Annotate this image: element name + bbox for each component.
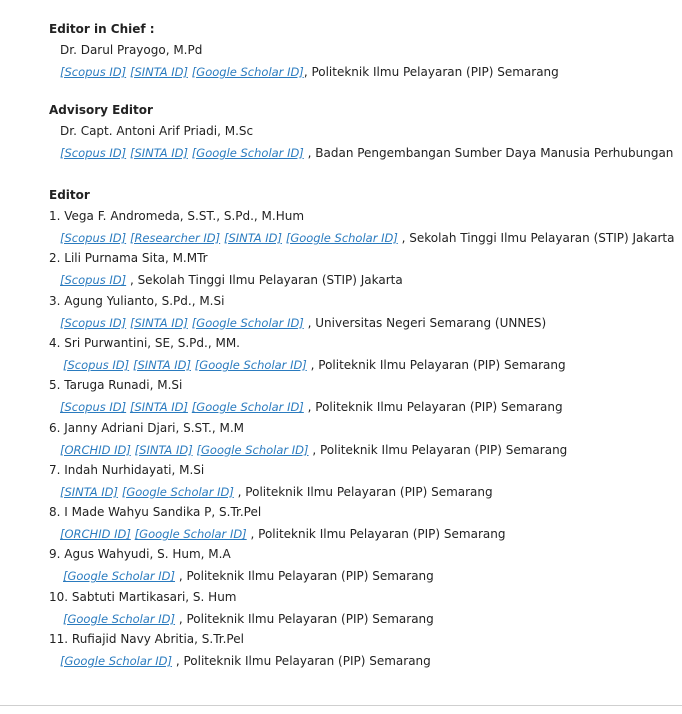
editor-links-row: [60, 273, 403, 287]
scopus-id-link[interactable]: [Scopus ID]: [60, 273, 127, 288]
editor-links-row: [60, 400, 563, 414]
editor-links-row: [63, 358, 566, 372]
advisory-scopus-link[interactable]: [Scopus ID]: [60, 146, 127, 160]
editor-links-row: [63, 569, 434, 583]
editor-name: 8. I Made Wahyu Sandika P, S.Tr.Pel: [49, 505, 262, 520]
chief-name: Dr. Darul Prayogo, M.Pd: [60, 43, 203, 57]
advisory-sinta-link[interactable]: [SINTA ID]: [129, 146, 188, 160]
chief-google-scholar-link[interactable]: [Google Scholar ID]: [191, 65, 304, 79]
editor-affiliation: , Sekolah Tinggi Ilmu Pelayaran (STIP) Jakarta: [126, 273, 403, 288]
sinta-id-link[interactable]: [SINTA ID]: [223, 231, 282, 245]
editor-name: 9. Agus Wahyudi, S. Hum, M.A: [49, 547, 231, 562]
editor-affiliation: , Politeknik Ilmu Pelayaran (PIP) Semarang: [306, 357, 566, 372]
editor-name: 7. Indah Nurhidayati, M.Si: [49, 462, 205, 477]
google-scholar-id-link[interactable]: [Google Scholar ID]: [285, 231, 398, 245]
google-scholar-id-link[interactable]: [Google Scholar ID]: [196, 442, 309, 457]
chief-links-row: [60, 65, 559, 79]
editor-affiliation: , Politeknik Ilmu Pelayaran (PIP) Semarang: [246, 527, 506, 542]
editor-affiliation: , Politeknik Ilmu Pelayaran (PIP) Semarang: [308, 442, 568, 457]
advisory-affiliation: , Badan Pengembangan Sumber Daya Manusia Perhubungan: [303, 146, 674, 160]
google-scholar-id-link[interactable]: [Google Scholar ID]: [63, 569, 176, 584]
advisory-google-scholar-link[interactable]: [Google Scholar ID]: [191, 146, 304, 160]
editor-name: 10. Sabtuti Martikasari, S. Hum: [49, 589, 237, 604]
editor-links-row: [60, 485, 493, 499]
editor-name: 5. Taruga Runadi, M.Si: [49, 378, 183, 393]
editor-links-row: [60, 443, 567, 457]
editor-links-row: [60, 316, 546, 330]
chief-sinta-link[interactable]: [SINTA ID]: [129, 65, 188, 79]
google-scholar-id-link[interactable]: [Google Scholar ID]: [191, 315, 304, 330]
scopus-id-link[interactable]: [Scopus ID]: [60, 315, 127, 330]
sinta-id-link[interactable]: [SINTA ID]: [134, 442, 193, 457]
scopus-id-link[interactable]: [Scopus ID]: [63, 357, 130, 372]
scopus-id-link[interactable]: [Scopus ID]: [60, 231, 127, 245]
editor-links-row: [60, 654, 431, 668]
chief-affiliation: , Politeknik Ilmu Pelayaran (PIP) Semarang: [303, 65, 559, 79]
editor-links-row: [63, 612, 434, 626]
editor-name: 4. Sri Purwantini, SE, S.Pd., MM.: [49, 335, 240, 350]
google-scholar-id-link[interactable]: [Google Scholar ID]: [134, 527, 247, 542]
editor-affiliation: , Politeknik Ilmu Pelayaran (PIP) Semarang: [175, 569, 434, 584]
editor-affiliation: , Politeknik Ilmu Pelayaran (PIP) Semarang: [233, 484, 493, 499]
advisory-links-row: [60, 146, 673, 160]
editor-name: 6. Janny Adriani Djari, S.ST., M.M: [49, 420, 245, 435]
sinta-id-link[interactable]: [SINTA ID]: [129, 315, 188, 330]
editor-affiliation: , Politeknik Ilmu Pelayaran (PIP) Semarang: [303, 400, 563, 415]
editor-links-row: [60, 231, 674, 245]
editor-heading: Editor: [49, 188, 90, 202]
google-scholar-id-link[interactable]: [Google Scholar ID]: [63, 611, 176, 626]
editor-name: 3. Agung Yulianto, S.Pd., M.Si: [49, 293, 225, 308]
sinta-id-link[interactable]: [SINTA ID]: [132, 357, 191, 372]
scopus-id-link[interactable]: [Scopus ID]: [60, 400, 127, 415]
google-scholar-id-link[interactable]: [Google Scholar ID]: [194, 357, 307, 372]
advisory-editor-heading: Advisory Editor: [49, 103, 153, 117]
editor-affiliation: , Politeknik Ilmu Pelayaran (PIP) Semarang: [172, 654, 431, 668]
orchid-id-link[interactable]: [ORCHID ID]: [60, 527, 131, 542]
editor-affiliation: , Politeknik Ilmu Pelayaran (PIP) Semarang: [175, 611, 434, 626]
editor-name: 1. Vega F. Andromeda, S.ST., S.Pd., M.Hum: [49, 209, 305, 223]
advisory-name: Dr. Capt. Antoni Arif Priadi, M.Sc: [60, 124, 254, 138]
google-scholar-id-link[interactable]: [Google Scholar ID]: [191, 400, 304, 415]
google-scholar-id-link[interactable]: [Google Scholar ID]: [60, 654, 173, 668]
editor-affiliation: , Sekolah Tinggi Ilmu Pelayaran (STIP) Jakarta: [397, 231, 675, 245]
editor-affiliation: , Universitas Negeri Semarang (UNNES): [303, 315, 547, 330]
sinta-id-link[interactable]: [SINTA ID]: [60, 484, 119, 499]
chief-scopus-link[interactable]: [Scopus ID]: [60, 65, 127, 79]
bottom-divider: [0, 705, 682, 706]
sinta-id-link[interactable]: [SINTA ID]: [129, 400, 188, 415]
editor-name: 2. Lili Purnama Sita, M.MTr: [49, 251, 208, 266]
editor-links-row: [60, 527, 505, 541]
researcher-id-link[interactable]: [Researcher ID]: [129, 231, 221, 245]
editor-in-chief-heading: Editor in Chief :: [49, 22, 155, 36]
google-scholar-id-link[interactable]: [Google Scholar ID]: [121, 484, 234, 499]
orchid-id-link[interactable]: [ORCHID ID]: [60, 442, 131, 457]
editor-name: 11. Rufiajid Navy Abritia, S.Tr.Pel: [49, 632, 244, 646]
